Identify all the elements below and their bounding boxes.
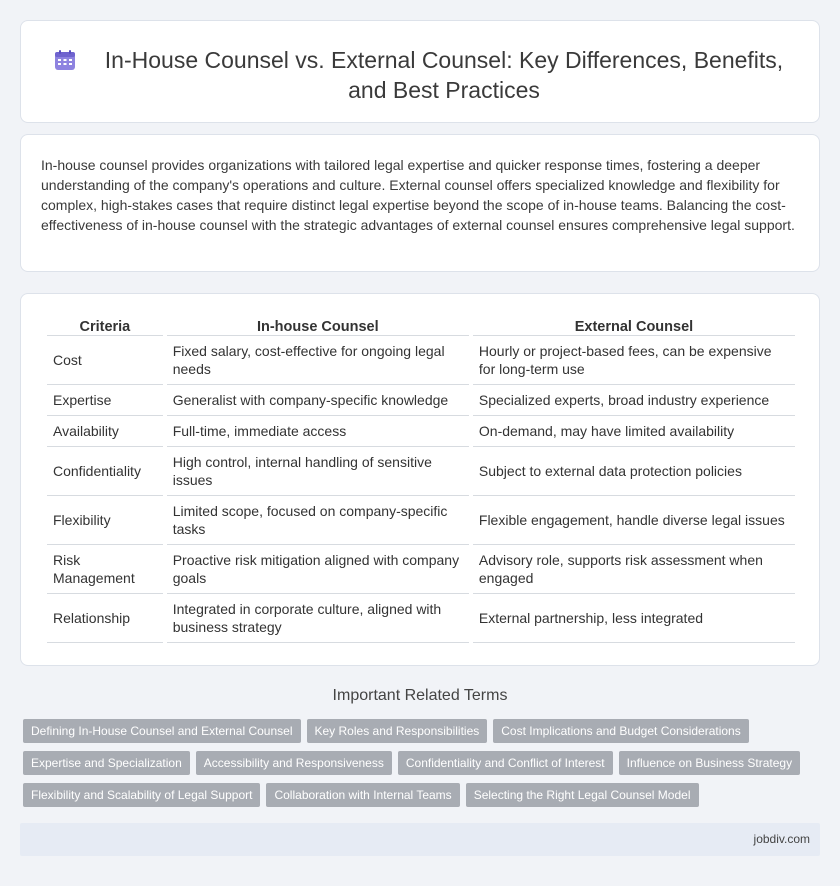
- table-cell: Relationship: [47, 594, 163, 643]
- related-term-tag[interactable]: Confidentiality and Conflict of Interest: [398, 751, 613, 775]
- header-external: External Counsel: [473, 316, 795, 336]
- related-term-tag[interactable]: Defining In-House Counsel and External Counsel: [23, 719, 301, 743]
- footer: [20, 823, 820, 856]
- related-terms-tags: [23, 719, 823, 815]
- table-cell: High control, internal handling of sensitive issues: [167, 447, 469, 496]
- table-row: [47, 385, 795, 416]
- table-cell: Advisory role, supports risk assessment when engaged: [473, 545, 795, 594]
- table-cell: Generalist with company-specific knowledge: [167, 385, 469, 416]
- intro-paragraph: In-house counsel provides organizations with tailored legal expertise and quicker response times, fostering a deeper understanding of the company's operations and culture. External counsel offers specialized knowledge and flexibility for complex, high-stakes cases that require distinct legal expertise beyond the scope of in-house teams. Balancing the cost-effectiveness of in-house counsel with the strategic advantages of external counsel ensures comprehensive legal support.: [41, 157, 795, 233]
- related-terms-title: Important Related Terms: [332, 687, 508, 704]
- table-cell: On-demand, may have limited availability: [473, 416, 795, 447]
- related-term-tag[interactable]: Flexibility and Scalability of Legal Support: [23, 783, 260, 807]
- table-cell: Subject to external data protection policies: [473, 447, 795, 496]
- table-cell: Specialized experts, broad industry experience: [473, 385, 795, 416]
- table-row: [47, 447, 795, 496]
- table-cell: Cost: [47, 336, 163, 385]
- header-in-house: In-house Counsel: [167, 316, 469, 336]
- tag-row: [23, 783, 823, 807]
- comparison-table: [43, 316, 799, 643]
- table-cell: Expertise: [47, 385, 163, 416]
- tag-row: [23, 719, 823, 743]
- footer-site-link[interactable]: jobdiv.com: [753, 832, 810, 846]
- page-title: In-House Counsel vs. External Counsel: Key Differences, Benefits, and Best Practices: [104, 47, 784, 103]
- table-cell: Flexibility: [47, 496, 163, 545]
- related-term-tag[interactable]: Expertise and Specialization: [23, 751, 190, 775]
- table-row: [47, 594, 795, 643]
- table-cell: Flexible engagement, handle diverse legal issues: [473, 496, 795, 545]
- table-cell: Proactive risk mitigation aligned with company goals: [167, 545, 469, 594]
- table-row: [47, 416, 795, 447]
- related-term-tag[interactable]: Key Roles and Responsibilities: [307, 719, 488, 743]
- table-cell: Full-time, immediate access: [167, 416, 469, 447]
- table-cell: Confidentiality: [47, 447, 163, 496]
- table-cell: External partnership, less integrated: [473, 594, 795, 643]
- related-term-tag[interactable]: Cost Implications and Budget Considerations: [493, 719, 748, 743]
- table-cell: Limited scope, focused on company-specific tasks: [167, 496, 469, 545]
- related-term-tag[interactable]: Accessibility and Responsiveness: [196, 751, 392, 775]
- title-card: [20, 20, 820, 123]
- tag-row: [23, 751, 823, 775]
- table-cell: Risk Management: [47, 545, 163, 594]
- table-row: [47, 496, 795, 545]
- table-header-row: [47, 316, 795, 336]
- table-cell: Fixed salary, cost-effective for ongoing legal needs: [167, 336, 469, 385]
- table-cell: Hourly or project-based fees, can be expensive for long-term use: [473, 336, 795, 385]
- related-term-tag[interactable]: Collaboration with Internal Teams: [266, 783, 459, 807]
- comparison-table-card: [20, 293, 820, 666]
- table-cell: Integrated in corporate culture, aligned with business strategy: [167, 594, 469, 643]
- table-row: [47, 545, 795, 594]
- header-criteria: Criteria: [47, 316, 163, 336]
- related-term-tag[interactable]: Selecting the Right Legal Counsel Model: [466, 783, 699, 807]
- table-row: [47, 336, 795, 385]
- intro-card: [20, 134, 820, 272]
- table-cell: Availability: [47, 416, 163, 447]
- related-term-tag[interactable]: Influence on Business Strategy: [619, 751, 800, 775]
